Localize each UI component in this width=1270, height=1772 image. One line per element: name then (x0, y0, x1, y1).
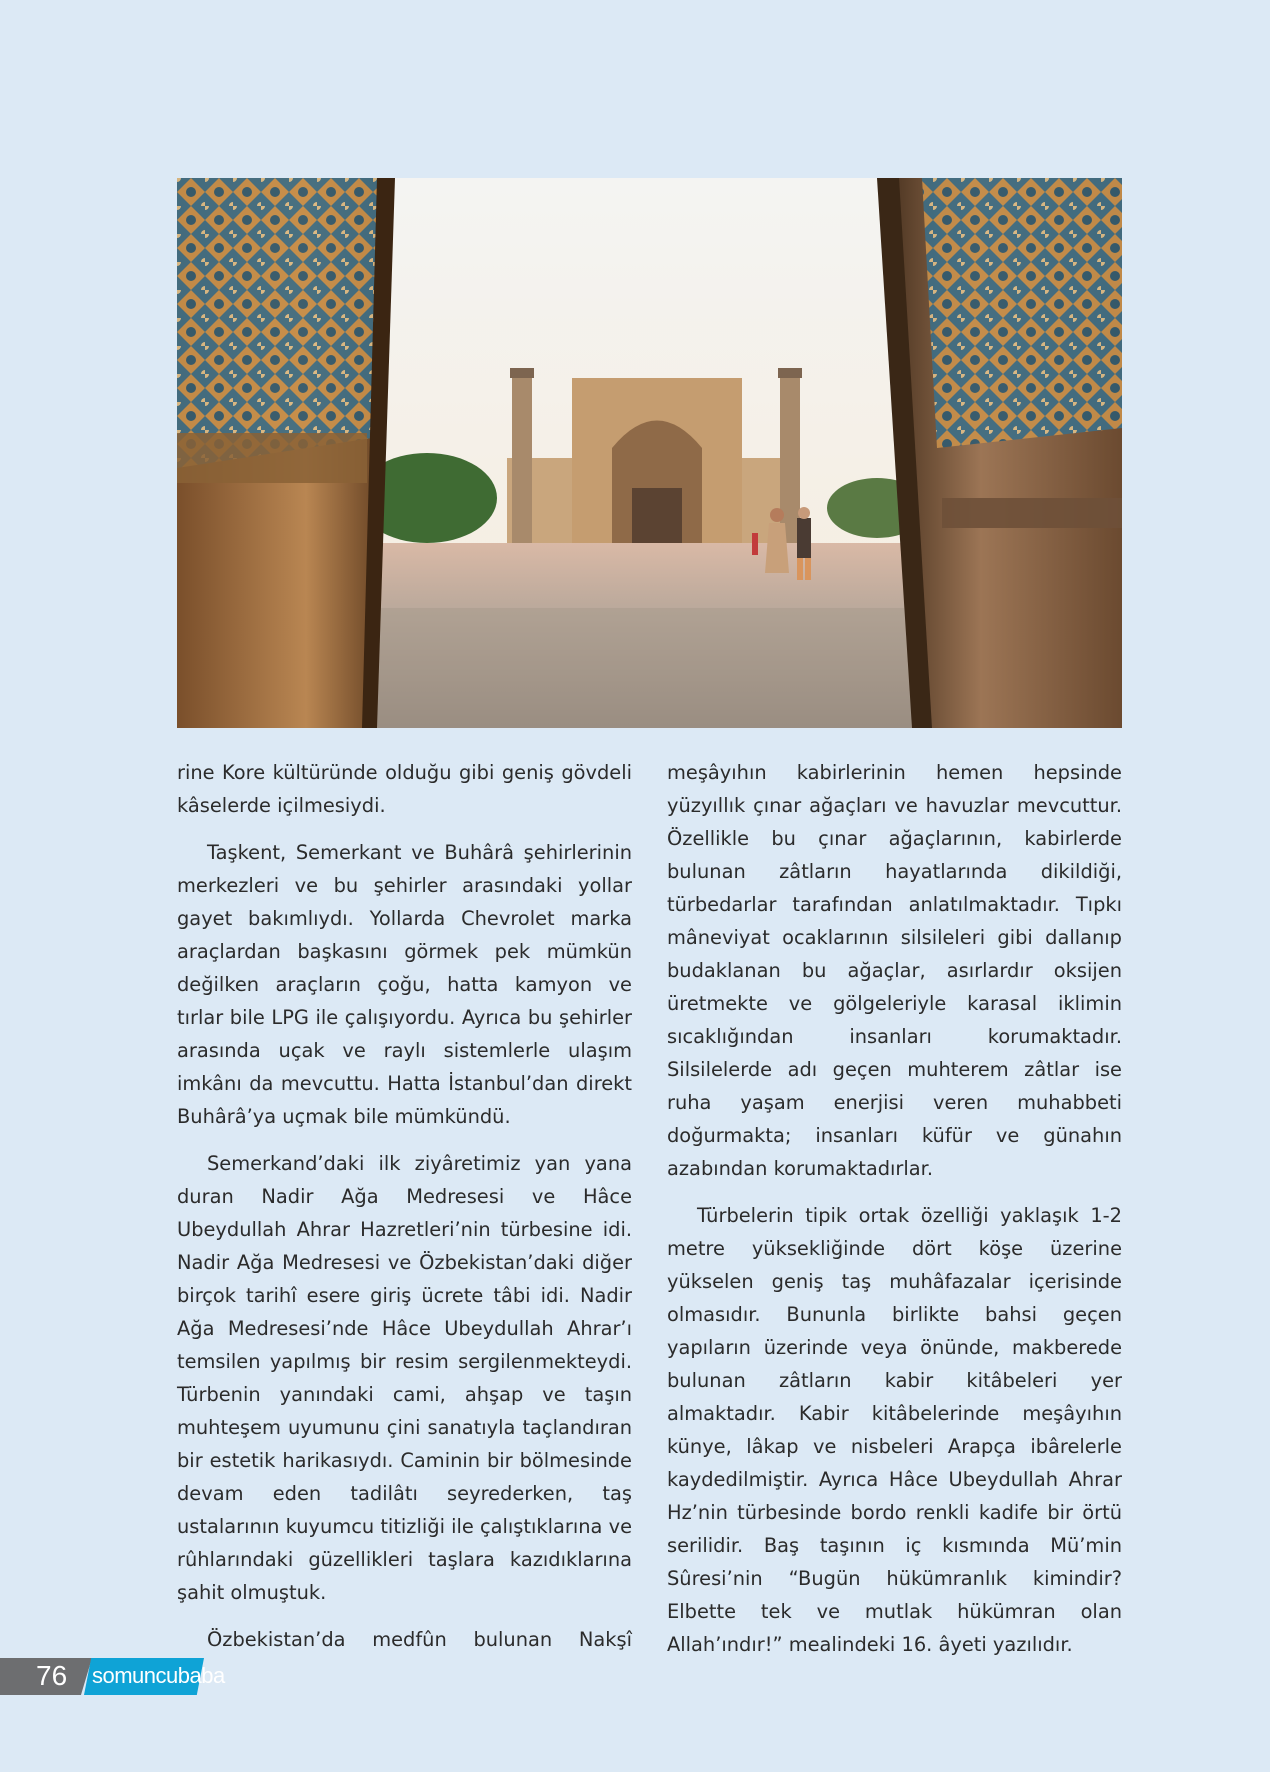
brand-logo-text: somuncubaba (92, 1663, 225, 1688)
page-footer (0, 1658, 225, 1695)
page-number: 76 (36, 1660, 68, 1691)
paragraph: Özbekistan’da medfûn bulunan Nakşî (207, 1628, 632, 1651)
madrasa-courtyard-illustration (177, 178, 1122, 728)
registan-photo (177, 178, 1122, 728)
paragraph: Türbelerin tipik ortak özelliği yaklaşık 1-2 metre yüksekliğinde dört köşe üzerine yükselen geniş taş muhâfazalar içerisinde olmasıdır. Bununla birlikte bahsi geçen yapıların üzerinde veya önünde, makberede bulunan zâtların kabir kitâbeleri yer almaktadır. Kabir kitâbelerinde meşâyıhın künye, lâkap ve nisbeleri Arapça ibârelerle kaydedilmiştir. Ayrıca Hâce Ubeydullah Ahrar Hz’nin türbesinde bordo renkli kadife bir örtü serilidir. Baş taşının iç kısmında Mü’min Sûresi’nin “Bugün hükümranlık kimindir? Elbette tek ve mutlak hükümran olan Allah’ındır!” mealindeki 16. âyeti yazılıdır. (667, 1204, 1122, 1656)
paragraph: Semerkand’daki ilk ziyâretimiz yan yana duran Nadir Ağa Medresesi ve Hâce Ubeydullah Ahrar Hazretleri’nin türbesine idi. Nadir Ağa Medresesi ve Özbekistan’daki diğer birçok tarihî esere giriş ücrete tâbi idi. Nadir Ağa Medresesi’nde Hâce Ubeydullah Ahrar’ı temsilen yapılmış bir resim sergilenmekteydi. Türbenin yanındaki cami, ahşap ve taşın muhteşem uyumunu çini sanatıyla taçlandıran bir estetik harikasıydı. Caminin bir bölmesinde devam eden tadilâtı seyrederken, taş ustalarının kuyumcu titizliği ile çalıştıklarına ve rûhlarındaki güzellikleri taşlara kazıdıklarına şahit olmuştuk. (177, 1152, 632, 1604)
paragraph: rine Kore kültüründe olduğu gibi geniş gövdeli kâselerde içilmesiydi. (177, 761, 632, 817)
paragraph: Taşkent, Semerkant ve Buhârâ şehirlerinin merkezleri ve bu şehirler arasındaki yollar gayet bakımlıydı. Yollarda Chevrolet marka araçlardan başkasını görmek pek mümkün değilken araçların çoğu, hatta kamyon ve tırlar bile LPG ile çalışıyordu. Ayrıca bu şehirler arasında uçak ve raylı sistemlerle ulaşım imkânı da mevcuttu. Hatta İstanbul’dan direkt Buhârâ’ya uçmak bile mümkündü. (177, 841, 632, 1128)
paragraph: meşâyıhın kabirlerinin hemen hepsinde yüzyıllık çınar ağaçları ve havuzlar mevcuttur. Özellikle bu çınar ağaçlarının, kabirlerde bulunan zâtların hayatlarında dikildiği, türbedarlar tarafından anlatılmaktadır. Tıpkı mâneviyat ocaklarının silsileleri gibi dallanıp budaklanan bu ağaçlar, asırlardır oksijen üretmekte ve gölgeleriyle karasal iklimin sıcaklığından insanları korumaktadır. Silsilelerde adı geçen muhterem zâtlar ise ruha yaşam enerjisi veren muhabbeti doğurmakta; insanları küfür ve günahın azabından korumaktadırlar. (667, 761, 1122, 1180)
left-text-column (177, 756, 632, 1670)
right-text-column (667, 756, 1122, 1675)
